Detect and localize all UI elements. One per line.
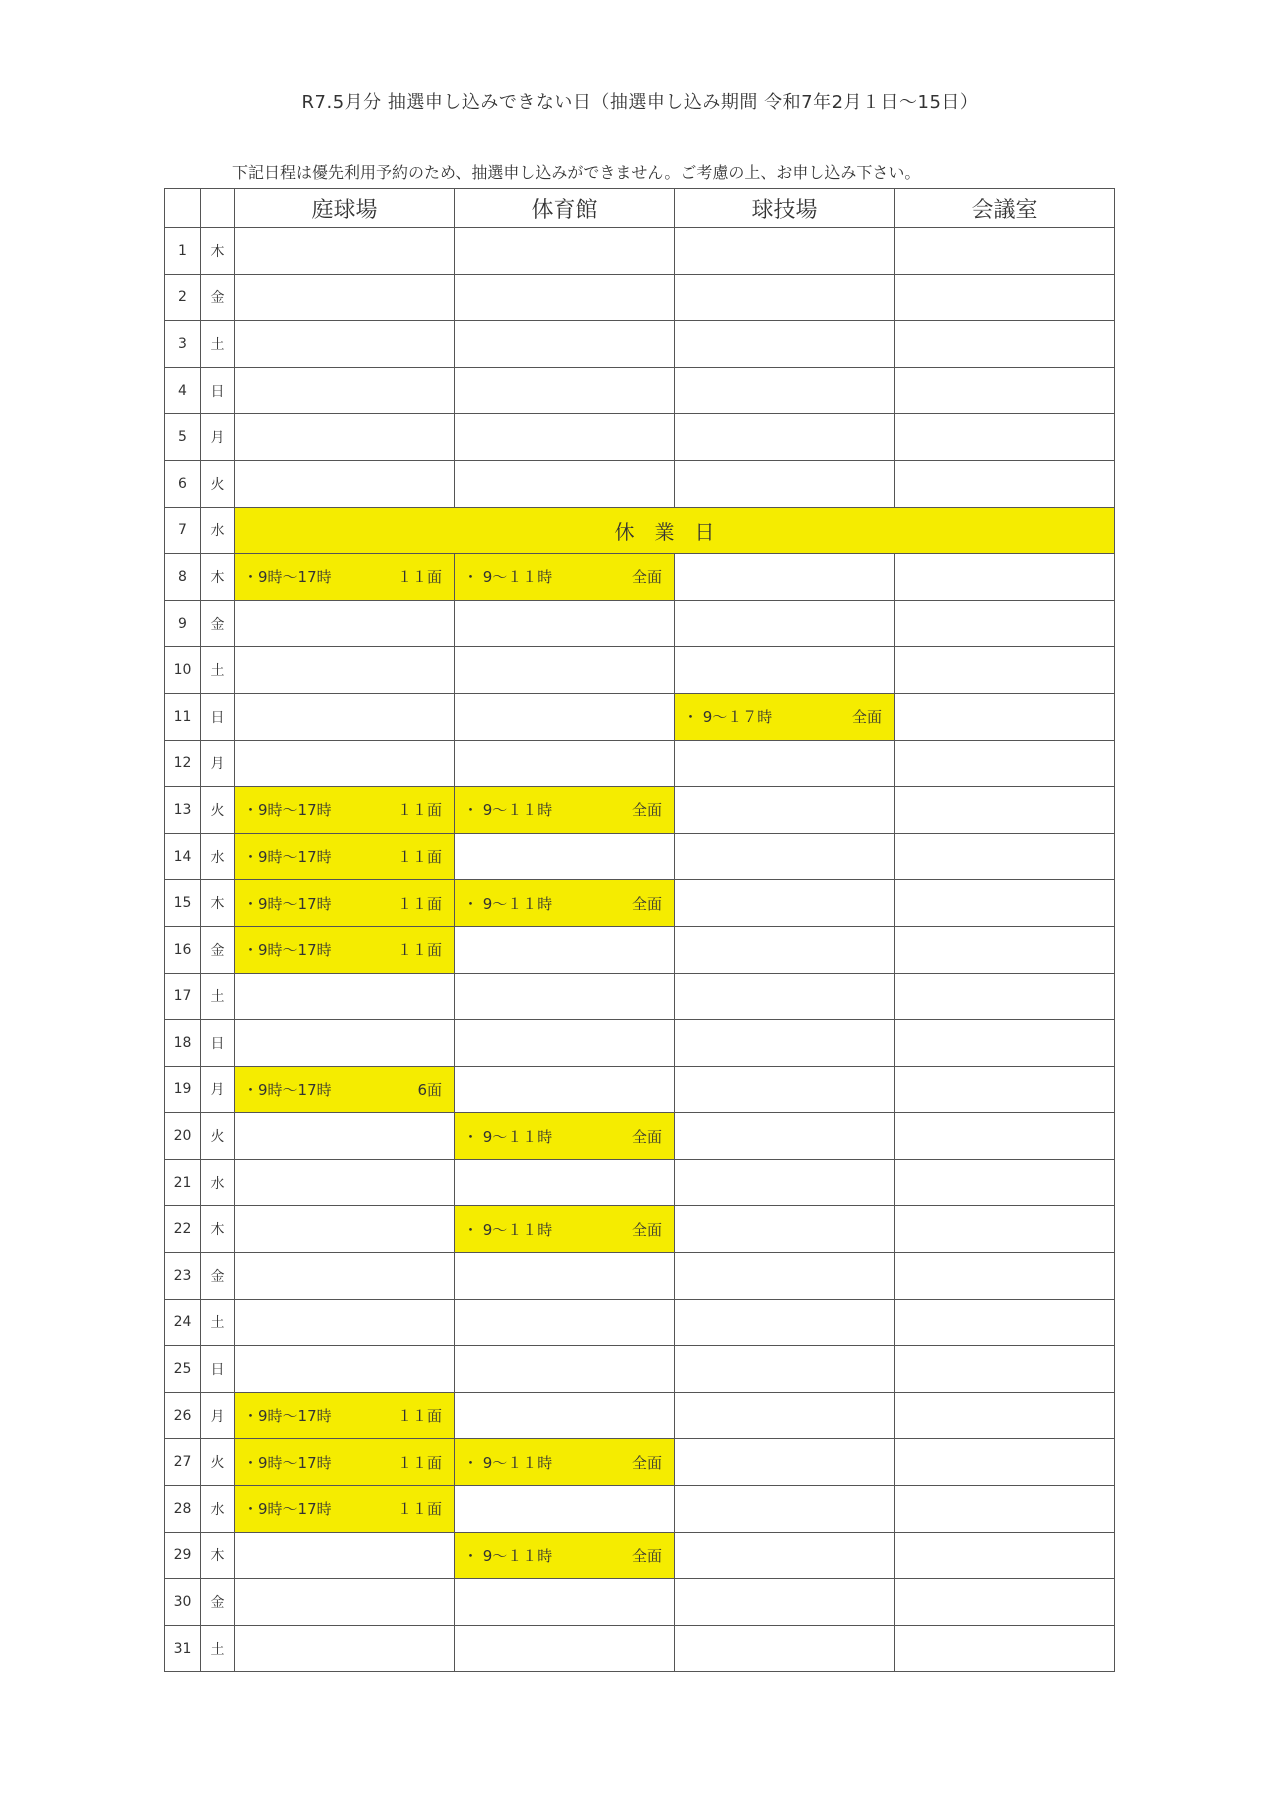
reservation-capacity: 全面 — [631, 801, 662, 820]
cell-gymnasium — [455, 833, 675, 880]
cell-ball-field — [675, 460, 895, 507]
reservation-entry — [235, 1405, 454, 1426]
cell-tennis-court — [235, 367, 455, 414]
cell-ball-field — [675, 1486, 895, 1533]
cell-tennis-court — [235, 1486, 455, 1533]
day-number: 18 — [165, 1020, 201, 1067]
cell-meeting-room — [895, 367, 1115, 414]
weekday: 水 — [201, 833, 235, 880]
reservation-time: ・9時～17時 — [243, 1500, 332, 1519]
cell-meeting-room — [895, 1486, 1115, 1533]
reservation-capacity: 6面 — [417, 1080, 442, 1099]
header-day-corner — [165, 189, 201, 228]
reservation-capacity: 全面 — [631, 1127, 662, 1146]
reservation-entry — [455, 1452, 674, 1473]
cell-tennis-court — [235, 1392, 455, 1439]
table-row — [165, 1439, 1115, 1486]
table-row — [165, 367, 1115, 414]
weekday: 火 — [201, 1439, 235, 1486]
reservation-time: ・9時～17時 — [243, 941, 332, 960]
reservation-time: ・9時～17時 — [243, 1407, 332, 1426]
cell-meeting-room — [895, 1020, 1115, 1067]
header-meeting-room: 会議室 — [895, 189, 1115, 228]
cell-meeting-room — [895, 321, 1115, 368]
cell-tennis-court — [235, 693, 455, 740]
header-ball-field: 球技場 — [675, 189, 895, 228]
cell-gymnasium — [455, 1579, 675, 1626]
table-row — [165, 787, 1115, 834]
schedule-table — [164, 188, 1115, 1672]
cell-tennis-court — [235, 1066, 455, 1113]
weekday: 火 — [201, 787, 235, 834]
table-row — [165, 1579, 1115, 1626]
weekday: 金 — [201, 1579, 235, 1626]
reservation-capacity: 全面 — [631, 1220, 662, 1239]
weekday: 木 — [201, 228, 235, 275]
cell-tennis-court — [235, 274, 455, 321]
day-number: 1 — [165, 228, 201, 275]
cell-gymnasium — [455, 228, 675, 275]
table-row — [165, 647, 1115, 694]
day-number: 16 — [165, 926, 201, 973]
cell-tennis-court — [235, 1159, 455, 1206]
reservation-entry — [235, 1498, 454, 1519]
cell-meeting-room — [895, 1346, 1115, 1393]
reservation-entry — [455, 1545, 674, 1566]
page-title: R7.5月分 抽選申し込みできない日（抽選申し込み期間 令和7年2月１日～15日） — [301, 92, 979, 113]
reservation-entry — [235, 1079, 454, 1100]
cell-meeting-room — [895, 1159, 1115, 1206]
table-row — [165, 1346, 1115, 1393]
reservation-entry — [235, 939, 454, 960]
cell-tennis-court — [235, 1346, 455, 1393]
header-weekday-corner — [201, 189, 235, 228]
weekday: 土 — [201, 1299, 235, 1346]
cell-ball-field — [675, 414, 895, 461]
reservation-entry — [455, 893, 674, 914]
cell-meeting-room — [895, 1113, 1115, 1160]
cell-ball-field — [675, 973, 895, 1020]
cell-meeting-room — [895, 1392, 1115, 1439]
table-row — [165, 414, 1115, 461]
reservation-entry — [455, 1219, 674, 1240]
day-number: 8 — [165, 554, 201, 601]
day-number: 14 — [165, 833, 201, 880]
table-row — [165, 1159, 1115, 1206]
reservation-time: ・ 9～１１時 — [463, 894, 553, 913]
cell-gymnasium — [455, 1439, 675, 1486]
reservation-time: ・9時～17時 — [243, 848, 332, 867]
weekday: 月 — [201, 1066, 235, 1113]
cell-meeting-room — [895, 274, 1115, 321]
day-number: 7 — [165, 507, 201, 554]
reservation-capacity: １１面 — [396, 1500, 442, 1519]
cell-tennis-court — [235, 1532, 455, 1579]
cell-gymnasium — [455, 1206, 675, 1253]
weekday: 土 — [201, 1625, 235, 1672]
day-number: 3 — [165, 321, 201, 368]
cell-ball-field — [675, 1579, 895, 1626]
cell-ball-field — [675, 926, 895, 973]
day-number: 27 — [165, 1439, 201, 1486]
cell-gymnasium — [455, 647, 675, 694]
weekday: 火 — [201, 460, 235, 507]
reservation-time: ・9時～17時 — [243, 1453, 332, 1472]
cell-ball-field — [675, 600, 895, 647]
cell-ball-field — [675, 1532, 895, 1579]
reservation-entry — [235, 846, 454, 867]
reservation-time: ・ 9～１１時 — [463, 568, 553, 587]
day-number: 19 — [165, 1066, 201, 1113]
reservation-entry — [235, 799, 454, 820]
reservation-time: ・9時～17時 — [243, 801, 332, 820]
table-row — [165, 554, 1115, 601]
weekday: 土 — [201, 647, 235, 694]
schedule-body — [165, 228, 1115, 1672]
reservation-time: ・9時～17時 — [243, 894, 332, 913]
header-gymnasium: 体育館 — [455, 189, 675, 228]
reservation-entry — [455, 799, 674, 820]
cell-ball-field — [675, 1066, 895, 1113]
day-number: 29 — [165, 1532, 201, 1579]
cell-gymnasium — [455, 926, 675, 973]
cell-gymnasium — [455, 600, 675, 647]
reservation-entry — [455, 566, 674, 587]
closed-day-cell: 休業日 — [235, 507, 1115, 554]
weekday: 月 — [201, 1392, 235, 1439]
cell-meeting-room — [895, 1206, 1115, 1253]
day-number: 30 — [165, 1579, 201, 1626]
reservation-time: ・ 9～１７時 — [683, 708, 773, 727]
reservation-entry — [235, 1452, 454, 1473]
cell-ball-field — [675, 1253, 895, 1300]
cell-gymnasium — [455, 1299, 675, 1346]
cell-gymnasium — [455, 693, 675, 740]
cell-gymnasium — [455, 740, 675, 787]
cell-tennis-court — [235, 740, 455, 787]
cell-tennis-court — [235, 1206, 455, 1253]
cell-ball-field — [675, 1206, 895, 1253]
cell-ball-field — [675, 554, 895, 601]
table-row — [165, 321, 1115, 368]
cell-tennis-court — [235, 647, 455, 694]
table-row — [165, 228, 1115, 275]
cell-tennis-court — [235, 833, 455, 880]
cell-meeting-room — [895, 647, 1115, 694]
weekday: 木 — [201, 880, 235, 927]
day-number: 24 — [165, 1299, 201, 1346]
day-number: 28 — [165, 1486, 201, 1533]
table-row — [165, 833, 1115, 880]
weekday: 木 — [201, 554, 235, 601]
cell-meeting-room — [895, 693, 1115, 740]
cell-tennis-court — [235, 1439, 455, 1486]
weekday: 火 — [201, 1113, 235, 1160]
cell-ball-field — [675, 647, 895, 694]
cell-tennis-court — [235, 1625, 455, 1672]
reservation-capacity: １１面 — [396, 848, 442, 867]
table-row — [165, 740, 1115, 787]
cell-tennis-court — [235, 1299, 455, 1346]
cell-tennis-court — [235, 600, 455, 647]
reservation-capacity: 全面 — [631, 568, 662, 587]
day-number: 25 — [165, 1346, 201, 1393]
day-number: 2 — [165, 274, 201, 321]
cell-gymnasium — [455, 1625, 675, 1672]
weekday: 木 — [201, 1532, 235, 1579]
cell-tennis-court — [235, 926, 455, 973]
cell-gymnasium — [455, 1020, 675, 1067]
cell-tennis-court — [235, 460, 455, 507]
cell-meeting-room — [895, 740, 1115, 787]
reservation-capacity: １１面 — [396, 941, 442, 960]
day-number: 9 — [165, 600, 201, 647]
cell-meeting-room — [895, 880, 1115, 927]
cell-tennis-court — [235, 228, 455, 275]
cell-gymnasium — [455, 787, 675, 834]
reservation-time: ・9時～17時 — [243, 568, 332, 587]
cell-meeting-room — [895, 554, 1115, 601]
day-number: 12 — [165, 740, 201, 787]
cell-meeting-room — [895, 973, 1115, 1020]
cell-meeting-room — [895, 1299, 1115, 1346]
reservation-capacity: 全面 — [631, 1453, 662, 1472]
table-row — [165, 693, 1115, 740]
cell-meeting-room — [895, 926, 1115, 973]
day-number: 10 — [165, 647, 201, 694]
cell-meeting-room — [895, 1625, 1115, 1672]
reservation-entry — [675, 706, 894, 727]
weekday: 日 — [201, 1346, 235, 1393]
table-row — [165, 1253, 1115, 1300]
cell-meeting-room — [895, 228, 1115, 275]
cell-meeting-room — [895, 460, 1115, 507]
cell-gymnasium — [455, 1253, 675, 1300]
cell-tennis-court — [235, 973, 455, 1020]
cell-gymnasium — [455, 1532, 675, 1579]
cell-tennis-court — [235, 787, 455, 834]
reservation-time: ・ 9～１１時 — [463, 801, 553, 820]
table-row — [165, 1486, 1115, 1533]
cell-ball-field — [675, 693, 895, 740]
table-row — [165, 274, 1115, 321]
cell-meeting-room — [895, 1439, 1115, 1486]
cell-ball-field — [675, 1159, 895, 1206]
header-row — [165, 189, 1115, 228]
reservation-entry — [455, 1126, 674, 1147]
day-number: 5 — [165, 414, 201, 461]
cell-gymnasium — [455, 367, 675, 414]
cell-ball-field — [675, 321, 895, 368]
reservation-capacity: １１面 — [396, 568, 442, 587]
cell-meeting-room — [895, 414, 1115, 461]
reservation-time: ・ 9～１１時 — [463, 1453, 553, 1472]
cell-meeting-room — [895, 787, 1115, 834]
table-row — [165, 1206, 1115, 1253]
cell-tennis-court — [235, 1579, 455, 1626]
weekday: 土 — [201, 973, 235, 1020]
day-number: 13 — [165, 787, 201, 834]
cell-ball-field — [675, 367, 895, 414]
reservation-capacity: １１面 — [396, 801, 442, 820]
cell-tennis-court — [235, 880, 455, 927]
table-row — [165, 1625, 1115, 1672]
cell-ball-field — [675, 1113, 895, 1160]
notice-text: 下記日程は優先利用予約のため、抽選申し込みができません。ご考慮の上、お申し込み下さい。 — [232, 163, 921, 182]
reservation-entry — [235, 893, 454, 914]
cell-gymnasium — [455, 1346, 675, 1393]
cell-gymnasium — [455, 1486, 675, 1533]
cell-meeting-room — [895, 1532, 1115, 1579]
cell-gymnasium — [455, 554, 675, 601]
cell-gymnasium — [455, 460, 675, 507]
table-row — [165, 1532, 1115, 1579]
day-number: 31 — [165, 1625, 201, 1672]
weekday: 月 — [201, 740, 235, 787]
cell-ball-field — [675, 228, 895, 275]
cell-gymnasium — [455, 321, 675, 368]
cell-gymnasium — [455, 414, 675, 461]
table-row — [165, 1066, 1115, 1113]
day-number: 4 — [165, 367, 201, 414]
cell-gymnasium — [455, 1392, 675, 1439]
weekday: 日 — [201, 1020, 235, 1067]
weekday: 金 — [201, 1253, 235, 1300]
table-row — [165, 973, 1115, 1020]
day-number: 15 — [165, 880, 201, 927]
weekday: 木 — [201, 1206, 235, 1253]
reservation-time: ・ 9～１１時 — [463, 1546, 553, 1565]
weekday: 日 — [201, 693, 235, 740]
cell-gymnasium — [455, 274, 675, 321]
cell-tennis-court — [235, 414, 455, 461]
cell-ball-field — [675, 833, 895, 880]
cell-ball-field — [675, 274, 895, 321]
weekday: 水 — [201, 1159, 235, 1206]
cell-ball-field — [675, 1020, 895, 1067]
table-row — [165, 507, 1115, 554]
cell-ball-field — [675, 1299, 895, 1346]
cell-meeting-room — [895, 1066, 1115, 1113]
reservation-capacity: １１面 — [396, 1407, 442, 1426]
reservation-capacity: 全面 — [851, 708, 882, 727]
table-row — [165, 1299, 1115, 1346]
weekday: 土 — [201, 321, 235, 368]
cell-ball-field — [675, 740, 895, 787]
cell-gymnasium — [455, 973, 675, 1020]
cell-tennis-court — [235, 1253, 455, 1300]
table-row — [165, 460, 1115, 507]
weekday: 水 — [201, 507, 235, 554]
cell-ball-field — [675, 787, 895, 834]
day-number: 20 — [165, 1113, 201, 1160]
table-row — [165, 1113, 1115, 1160]
cell-ball-field — [675, 1392, 895, 1439]
table-row — [165, 1392, 1115, 1439]
cell-tennis-court — [235, 321, 455, 368]
day-number: 11 — [165, 693, 201, 740]
day-number: 6 — [165, 460, 201, 507]
reservation-entry — [235, 566, 454, 587]
cell-ball-field — [675, 1625, 895, 1672]
cell-tennis-court — [235, 1113, 455, 1160]
reservation-time: ・ 9～１１時 — [463, 1220, 553, 1239]
weekday: 日 — [201, 367, 235, 414]
cell-ball-field — [675, 1439, 895, 1486]
cell-meeting-room — [895, 833, 1115, 880]
table-row — [165, 1020, 1115, 1067]
table-row — [165, 926, 1115, 973]
cell-meeting-room — [895, 600, 1115, 647]
reservation-capacity: １１面 — [396, 894, 442, 913]
reservation-capacity: 全面 — [631, 1546, 662, 1565]
day-number: 23 — [165, 1253, 201, 1300]
weekday: 水 — [201, 1486, 235, 1533]
cell-meeting-room — [895, 1579, 1115, 1626]
table-row — [165, 880, 1115, 927]
weekday: 金 — [201, 926, 235, 973]
day-number: 26 — [165, 1392, 201, 1439]
day-number: 17 — [165, 973, 201, 1020]
header-tennis-court: 庭球場 — [235, 189, 455, 228]
cell-meeting-room — [895, 1253, 1115, 1300]
cell-gymnasium — [455, 1113, 675, 1160]
weekday: 金 — [201, 274, 235, 321]
reservation-time: ・9時～17時 — [243, 1080, 332, 1099]
cell-tennis-court — [235, 1020, 455, 1067]
reservation-capacity: 全面 — [631, 894, 662, 913]
reservation-capacity: １１面 — [396, 1453, 442, 1472]
day-number: 21 — [165, 1159, 201, 1206]
cell-gymnasium — [455, 1066, 675, 1113]
table-row — [165, 600, 1115, 647]
weekday: 月 — [201, 414, 235, 461]
cell-ball-field — [675, 1346, 895, 1393]
reservation-time: ・ 9～１１時 — [463, 1127, 553, 1146]
cell-ball-field — [675, 880, 895, 927]
day-number: 22 — [165, 1206, 201, 1253]
cell-gymnasium — [455, 880, 675, 927]
cell-tennis-court — [235, 554, 455, 601]
weekday: 金 — [201, 600, 235, 647]
cell-gymnasium — [455, 1159, 675, 1206]
